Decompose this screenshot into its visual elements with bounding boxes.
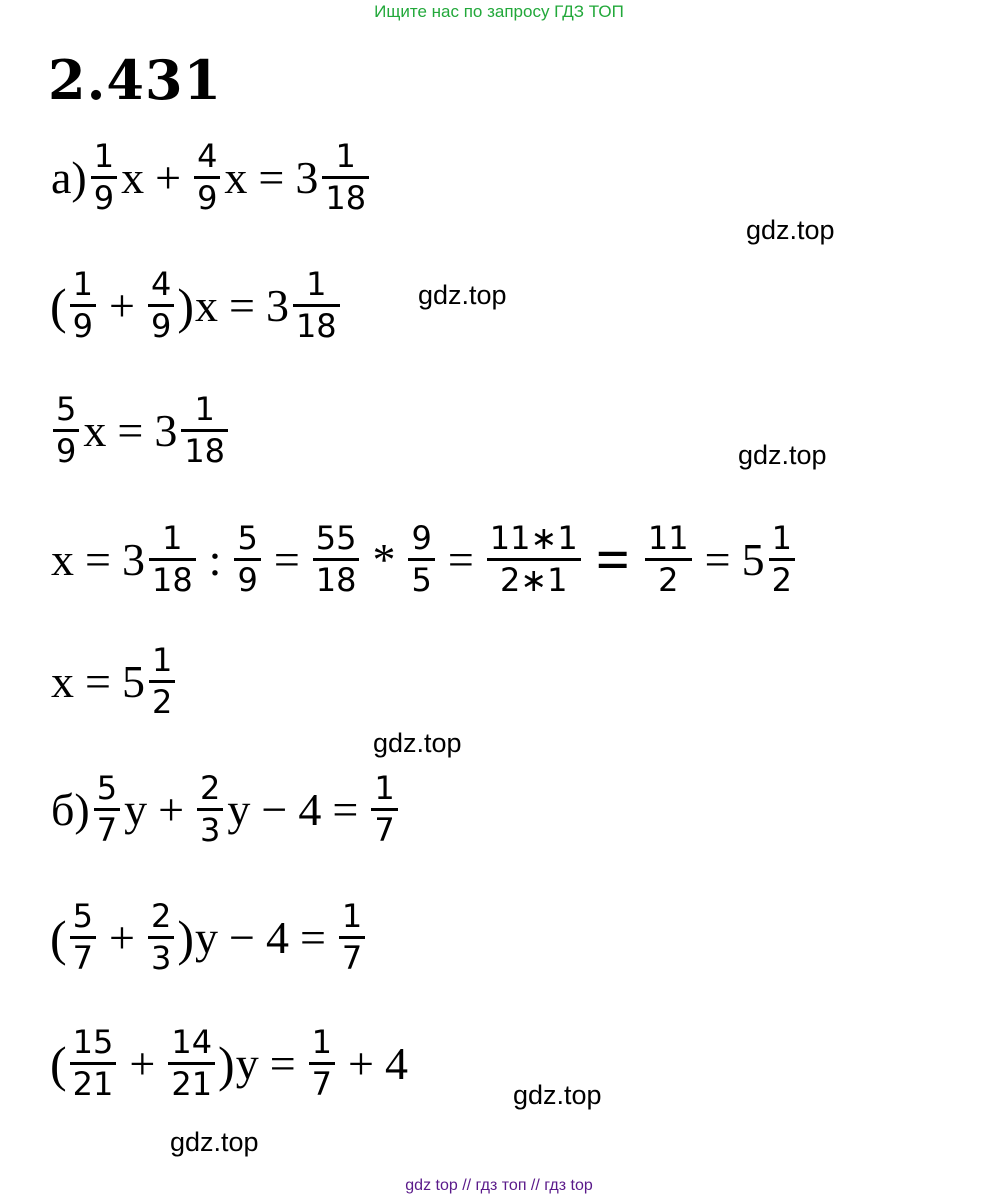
problem-number: 2.431 bbox=[48, 48, 223, 112]
fraction: $\frac{1}{9}$ bbox=[91, 140, 117, 215]
equation-line-a5: x = 5 $\frac{1}{2}$ bbox=[50, 644, 178, 719]
fraction: $\frac{55}{18}$ bbox=[313, 522, 360, 597]
watermark: gdz.top bbox=[373, 728, 462, 758]
part-label-a: а) bbox=[51, 151, 87, 203]
watermark: gdz.top bbox=[746, 215, 835, 245]
equation-line-b3: ( $\frac{15}{21}$ + $\frac{14}{21}$ ) y = $\frac{1}{7}$ + 4 bbox=[50, 1023, 408, 1103]
equation-line-a3: $\frac{5}{9}$ x = 3 $\frac{1}{18}$ bbox=[50, 393, 231, 468]
fraction: $\frac{1}{18}$ bbox=[322, 140, 369, 215]
equation-line-b1: б) $\frac{5}{7}$ y + $\frac{2}{3}$ y − 4 = $\frac{1}{7}$ bbox=[50, 772, 401, 847]
watermark: gdz.top bbox=[738, 440, 827, 470]
watermark: gdz.top bbox=[513, 1080, 602, 1110]
fraction: $\frac{14}{21}$ bbox=[168, 1026, 215, 1101]
fraction: $\frac{4}{9}$ bbox=[194, 140, 220, 215]
fraction: $\frac{1}{2}$ bbox=[769, 522, 795, 597]
fraction: $\frac{5}{7}$ bbox=[70, 900, 96, 975]
equation-line-b2: ( $\frac{5}{7}$ + $\frac{2}{3}$ ) y − 4 = $\frac{1}{7}$ bbox=[50, 900, 368, 975]
fraction: $\frac{1}{9}$ bbox=[70, 268, 96, 343]
fraction: $\frac{5}{9}$ bbox=[53, 393, 79, 468]
fraction: $\frac{1}{7}$ bbox=[371, 772, 397, 847]
fraction: $\frac{4}{9}$ bbox=[148, 268, 174, 343]
watermark: gdz.top bbox=[170, 1127, 259, 1157]
equation-line-a1: а) $\frac{1}{9}$ x + $\frac{4}{9}$ x = 3 $\frac{1}{18}$ bbox=[50, 140, 372, 215]
fraction: $\frac{15}{21}$ bbox=[70, 1026, 117, 1101]
fraction: $\frac{11}{2}$ bbox=[645, 522, 692, 597]
fraction: $\frac{2}{3}$ bbox=[197, 772, 223, 847]
fraction: $\frac{1}{7}$ bbox=[339, 900, 365, 975]
top-banner: Ищите нас по запросу ГДЗ ТОП bbox=[374, 2, 624, 21]
fraction: $\frac{1}{18}$ bbox=[149, 522, 196, 597]
fraction: $\frac{5}{7}$ bbox=[94, 772, 120, 847]
fraction: $\frac{1}{18}$ bbox=[181, 393, 228, 468]
fraction: $\frac{9}{5}$ bbox=[408, 522, 434, 597]
fraction: $\frac{2}{3}$ bbox=[148, 900, 174, 975]
equation-line-a2: ( $\frac{1}{9}$ + $\frac{4}{9}$ ) x = 3 $\frac{1}{18}$ bbox=[50, 268, 343, 343]
fraction: $\frac{5}{9}$ bbox=[234, 522, 260, 597]
footer-watermark: gdz top // гдз топ // гдз top bbox=[405, 1177, 593, 1194]
fraction: $\frac{1}{2}$ bbox=[149, 644, 175, 719]
part-label-b: б) bbox=[51, 783, 90, 835]
watermark: gdz.top bbox=[418, 280, 507, 310]
fraction: $\frac{1}{18}$ bbox=[293, 268, 340, 343]
fraction: $\frac{11∗1}{2∗1}$ bbox=[487, 522, 581, 597]
equation-line-a4: x = 3 $\frac{1}{18}$ : $\frac{5}{9}$ = $\frac{55}{18}$ * $\frac{9}{5}$ = $\frac{11∗1}{2∗1}$ = $\frac{11}{2}$ = 5 $\frac{1}{2}$ bbox=[50, 522, 798, 597]
fraction: $\frac{1}{7}$ bbox=[309, 1026, 335, 1101]
